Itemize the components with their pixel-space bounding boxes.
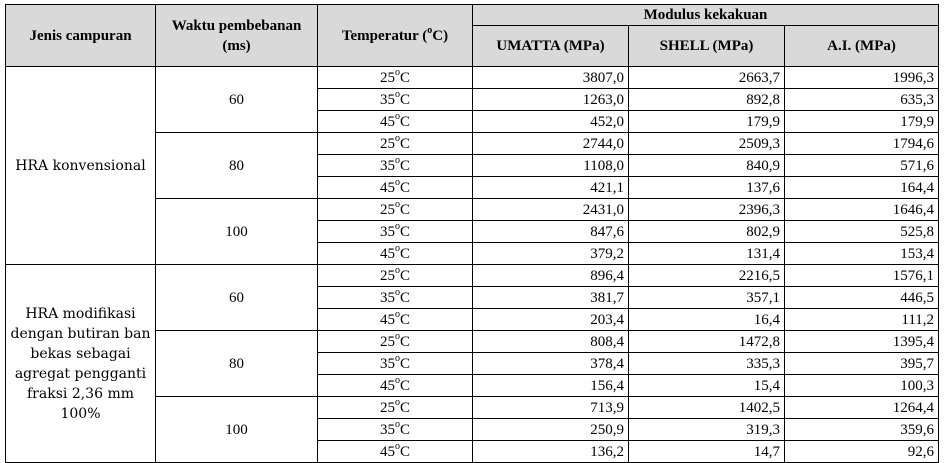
degree-sup: o [394,154,400,166]
degree-sup: o [394,396,400,408]
loading-time-cell: 60 [156,67,318,133]
degree-sup: o [394,330,400,342]
temperature-unit: C [399,157,410,174]
shell-value-cell: 1472,8 [629,331,785,353]
shell-value-cell: 335,3 [629,353,785,375]
umatta-value-cell: 896,4 [473,265,629,287]
temperature-cell [318,133,473,155]
temperature-unit: C [399,443,410,460]
degree-sup: o [394,242,400,254]
ai-value-cell: 100,3 [785,375,939,397]
header-temperatur-suffix: C) [432,27,449,44]
temperature-value: 35 [379,289,395,306]
umatta-value-cell: 3807,0 [473,67,629,89]
degree-sup: o [394,264,400,276]
ai-value-cell: 635,3 [785,89,939,111]
table-row [6,265,939,287]
temperature-unit: C [399,91,410,108]
shell-value-cell: 2216,5 [629,265,785,287]
umatta-value-cell: 381,7 [473,287,629,309]
umatta-value-cell: 713,9 [473,397,629,419]
mix-type-cell: HRA modifikasi dengan butiran ban bekas sebagai agregat pengganti fraksi 2,36 mm 100% [6,265,156,463]
degree-sup: o [394,352,400,364]
temperature-value: 25 [379,135,395,152]
header-shell: SHELL (MPa) [629,26,785,67]
degree-sup: o [394,418,400,430]
umatta-value-cell: 1108,0 [473,155,629,177]
header-jenis-campuran: Jenis campuran [6,5,156,67]
header-waktu-pembebanan: Waktu pembebanan (ms) [156,5,318,67]
degree-sup: o [394,88,400,100]
shell-value-cell: 2396,3 [629,199,785,221]
temperature-value: 25 [379,267,395,284]
temperature-cell [318,419,473,441]
ai-value-cell: 111,2 [785,309,939,331]
temperature-cell [318,441,473,463]
ai-value-cell: 164,4 [785,177,939,199]
temperature-value: 35 [379,223,395,240]
header-temperatur-sup: o [427,24,433,36]
shell-value-cell: 15,4 [629,375,785,397]
temperature-cell [318,265,473,287]
ai-value-cell: 571,6 [785,155,939,177]
temperature-unit: C [399,355,410,372]
umatta-value-cell: 808,4 [473,331,629,353]
ai-value-cell: 359,6 [785,419,939,441]
degree-sup: o [394,286,400,298]
ai-value-cell: 1395,4 [785,331,939,353]
degree-sup: o [394,66,400,78]
loading-time-cell: 100 [156,199,318,265]
shell-value-cell: 137,6 [629,177,785,199]
shell-value-cell: 802,9 [629,221,785,243]
temperature-cell [318,155,473,177]
shell-value-cell: 357,1 [629,287,785,309]
temperature-value: 45 [379,179,395,196]
header-temperatur [318,5,473,67]
mix-type-cell: HRA konvensional [6,67,156,265]
temperature-cell [318,309,473,331]
header-ai: A.I. (MPa) [785,26,939,67]
temperature-unit: C [399,113,410,130]
degree-sup: o [394,440,400,452]
temperature-unit: C [399,311,410,328]
degree-sup: o [394,198,400,210]
temperature-unit: C [399,421,410,438]
table-row [6,67,939,89]
shell-value-cell: 1402,5 [629,397,785,419]
temperature-cell [318,243,473,265]
ai-value-cell: 153,4 [785,243,939,265]
loading-time-cell: 60 [156,265,318,331]
temperature-cell [318,353,473,375]
temperature-value: 35 [379,91,395,108]
temperature-value: 35 [379,157,395,174]
umatta-value-cell: 379,2 [473,243,629,265]
umatta-value-cell: 203,4 [473,309,629,331]
header-temperatur-prefix: Temperatur ( [341,27,428,44]
degree-sup: o [394,132,400,144]
degree-sup: o [394,220,400,232]
temperature-cell [318,331,473,353]
temperature-value: 25 [379,333,395,350]
temperature-unit: C [399,399,410,416]
ai-value-cell: 1996,3 [785,67,939,89]
temperature-cell [318,397,473,419]
shell-value-cell: 2509,3 [629,133,785,155]
header-modulus-kekakuan: Modulus kekakuan [473,5,939,26]
temperature-value: 25 [379,201,395,218]
umatta-value-cell: 378,4 [473,353,629,375]
shell-value-cell: 319,3 [629,419,785,441]
shell-value-cell: 131,4 [629,243,785,265]
temperature-cell [318,67,473,89]
loading-time-cell: 80 [156,133,318,199]
temperature-value: 45 [379,311,395,328]
header-umatta: UMATTA (MPa) [473,26,629,67]
temperature-value: 35 [379,355,395,372]
temperature-value: 45 [379,113,395,130]
temperature-value: 45 [379,377,395,394]
table-body [6,67,939,463]
ai-value-cell: 1646,4 [785,199,939,221]
temperature-unit: C [399,135,410,152]
temperature-unit: C [399,245,410,262]
ai-value-cell: 525,8 [785,221,939,243]
shell-value-cell: 892,8 [629,89,785,111]
temperature-unit: C [399,267,410,284]
ai-value-cell: 395,7 [785,353,939,375]
loading-time-cell: 80 [156,331,318,397]
degree-sup: o [394,176,400,188]
ai-value-cell: 92,6 [785,441,939,463]
temperature-cell [318,199,473,221]
umatta-value-cell: 1263,0 [473,89,629,111]
shell-value-cell: 840,9 [629,155,785,177]
umatta-value-cell: 2744,0 [473,133,629,155]
temperature-unit: C [399,223,410,240]
degree-sup: o [394,308,400,320]
temperature-value: 25 [379,399,395,416]
loading-time-cell: 100 [156,397,318,463]
temperature-value: 45 [379,245,395,262]
temperature-unit: C [399,289,410,306]
temperature-unit: C [399,333,410,350]
temperature-value: 45 [379,443,395,460]
ai-value-cell: 1576,1 [785,265,939,287]
umatta-value-cell: 250,9 [473,419,629,441]
shell-value-cell: 2663,7 [629,67,785,89]
umatta-value-cell: 421,1 [473,177,629,199]
ai-value-cell: 1794,6 [785,133,939,155]
temperature-value: 35 [379,421,395,438]
shell-value-cell: 14,7 [629,441,785,463]
umatta-value-cell: 156,4 [473,375,629,397]
temperature-value: 25 [379,69,395,86]
temperature-cell [318,375,473,397]
ai-value-cell: 179,9 [785,111,939,133]
umatta-value-cell: 2431,0 [473,199,629,221]
degree-sup: o [394,110,400,122]
temperature-cell [318,221,473,243]
umatta-value-cell: 452,0 [473,111,629,133]
temperature-unit: C [399,377,410,394]
degree-sup: o [394,374,400,386]
stiffness-modulus-table [5,4,939,463]
temperature-unit: C [399,69,410,86]
ai-value-cell: 1264,4 [785,397,939,419]
umatta-value-cell: 136,2 [473,441,629,463]
temperature-cell [318,89,473,111]
temperature-cell [318,287,473,309]
shell-value-cell: 179,9 [629,111,785,133]
temperature-cell [318,111,473,133]
shell-value-cell: 16,4 [629,309,785,331]
temperature-cell [318,177,473,199]
temperature-unit: C [399,201,410,218]
umatta-value-cell: 847,6 [473,221,629,243]
ai-value-cell: 446,5 [785,287,939,309]
temperature-unit: C [399,179,410,196]
